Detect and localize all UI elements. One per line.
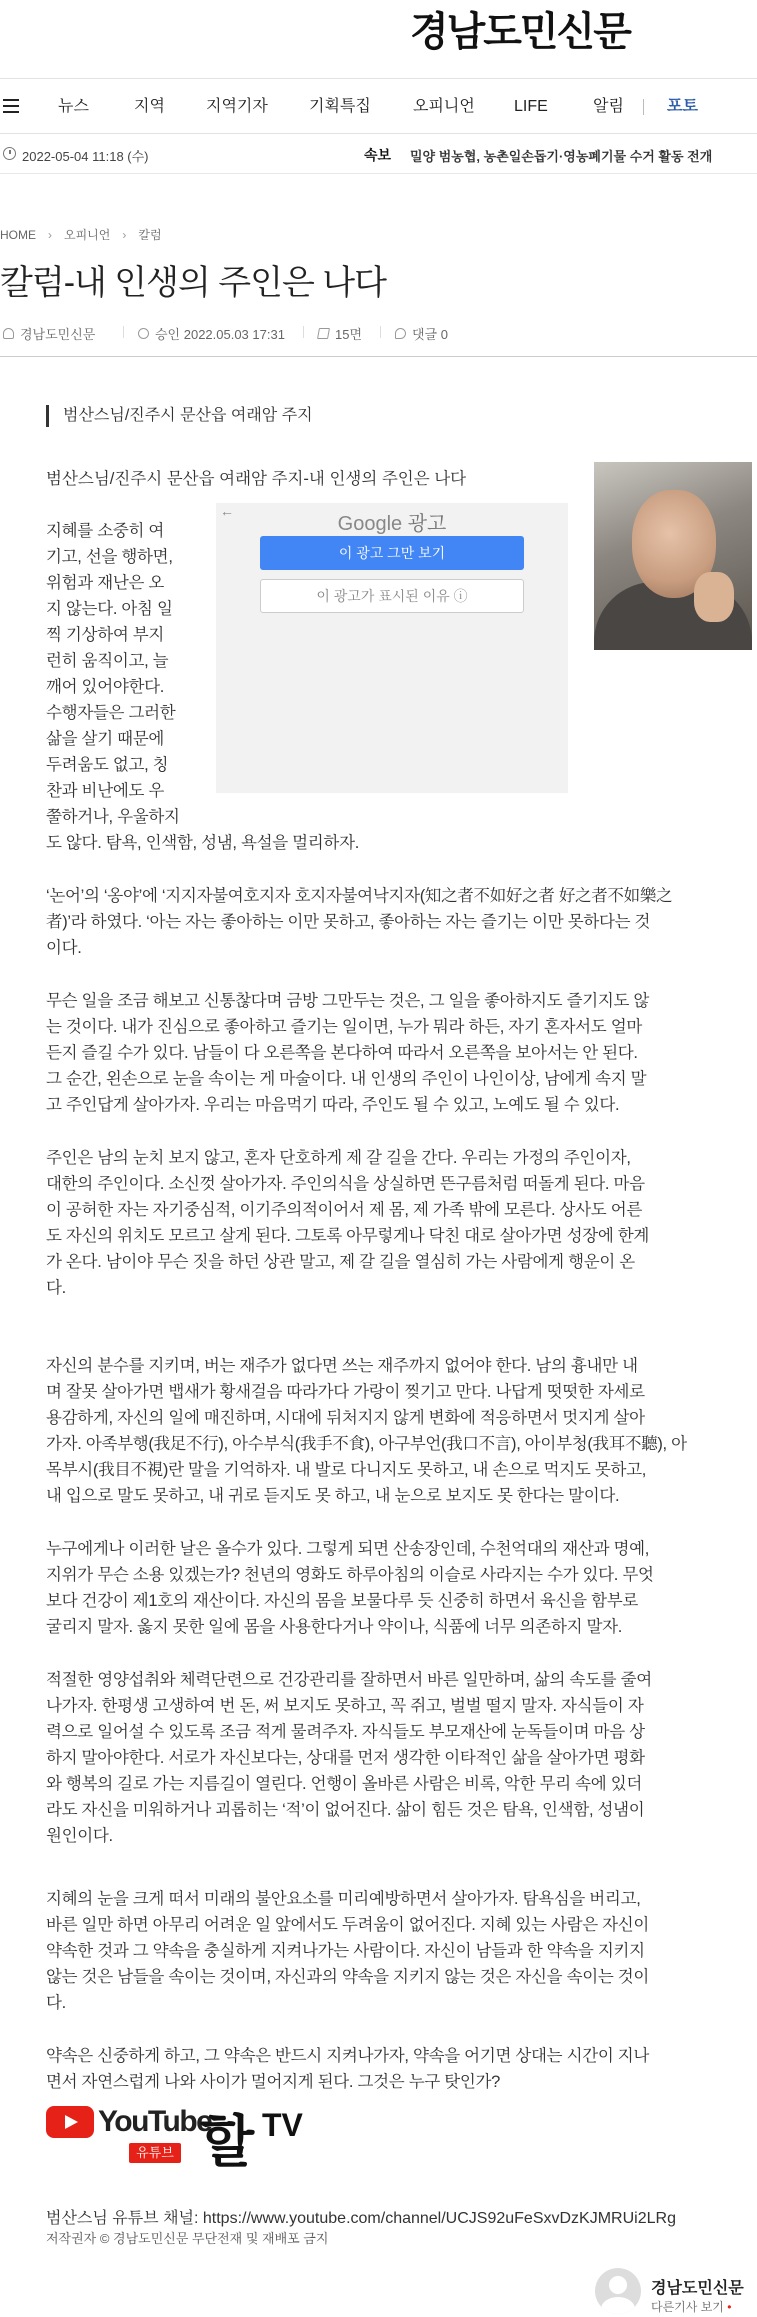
text-line: 찍 기상하여 부지 — [46, 626, 165, 644]
text-line: 지혜를 소중히 여 — [46, 522, 165, 540]
youtube-channel-link[interactable]: 범산스님 유튜브 채널: https://www.youtube.com/channel/UCJS92uFeSxvDzKJMRUi2LRg — [46, 2210, 676, 2227]
nav-item-opinion[interactable]: 오피니언 — [413, 98, 475, 115]
article-paragraph-3 — [46, 1145, 750, 1301]
text-line: 바른 일만 하면 아무리 어려운 일 앞에서도 두려움이 없어진다. 지혜 있는 사람은 자신이 — [46, 1916, 650, 1934]
text-line: 며 잘못 살아가면 뱁새가 황새걸음 따라가다 가랑이 찢기고 만다. 나답게 떳떳한 자세로 — [46, 1383, 645, 1401]
author-name: 경남도민신문 — [20, 327, 96, 342]
text-line: 다. — [46, 1279, 66, 1297]
text-line: 다. — [46, 1994, 66, 2012]
text-line: 면서 자연스럽게 나와 사이가 멀어지게 된다. 그것은 누구 탓인가? — [46, 2073, 501, 2091]
article-paragraph-2 — [46, 988, 750, 1118]
text-line: 는 것이다. 내가 진심으로 좋아하고 즐기는 일이면, 누가 뭐라 하든, 자기 혼자서도 얼마 — [46, 1018, 642, 1036]
text-line: 력으로 일어설 수 있도록 조금 적게 물려주자. 자식들도 부모재산에 눈독들이며 마음 상 — [46, 1723, 645, 1741]
menu-icon[interactable] — [3, 99, 19, 113]
youtube-play-icon — [46, 2106, 94, 2138]
comment-count[interactable]: 댓글 0 — [412, 327, 448, 342]
text-line: 용감하게, 자신의 일에 매진하며, 시대에 뒤처지지 않게 변화에 적응하면서 멋지게 살아 — [46, 1409, 645, 1427]
nav-item-photo[interactable]: 포토 — [667, 98, 698, 115]
text-line: 목부시(我目不視)란 말을 기억하자. 내 발로 다니지도 못하고, 내 손으로 먹지도 못하고, — [46, 1461, 647, 1479]
text-line: 보다 건강이 제1호의 재산이다. 자신의 몸을 보물다루 듯 신중히 하면서 육신을 함부로 — [46, 1592, 639, 1610]
text-line: 도 않다. 탐욕, 인색함, 성냄, 욕설을 멀리하자. — [46, 834, 359, 852]
text-line: 런히 움직이고, 늘 — [46, 652, 169, 670]
meta-divider — [123, 326, 124, 338]
ad-label: 광고 — [407, 513, 447, 535]
text-line: 적절한 영양섭취와 체력단련으로 건강관리를 잘하면서 바른 일만하며, 삶의 속도를 줄여 — [46, 1671, 652, 1689]
text-line: 수행자들은 그러한 — [46, 704, 176, 722]
meta-views — [318, 324, 362, 343]
ad-header — [216, 507, 568, 536]
person-icon — [3, 328, 14, 339]
article-paragraph-4 — [46, 1353, 750, 1509]
breaking-headline[interactable]: 밀양 범농협, 농촌일손돕기·영농폐기물 수거 활동 전개 — [410, 149, 713, 164]
reporter-name[interactable]: 경남도민신문 — [651, 2280, 744, 2297]
nav-divider — [643, 99, 644, 115]
article-paragraph-5 — [46, 1536, 750, 1640]
text-line: 지 않는다. 아침 일 — [46, 600, 173, 618]
article-lead: 범산스님/진주시 문산읍 여래암 주지-내 인생의 주인은 나다 — [46, 470, 467, 488]
article-paragraph-6 — [46, 1667, 750, 1849]
article-paragraph-7 — [46, 1886, 750, 2016]
article-paragraph-1 — [46, 883, 750, 961]
meta-author — [3, 324, 95, 343]
text-line: 者)’라 하였다. ‘아는 자는 좋아하는 이만 못하고, 좋아하는 자는 즐기는 이만 못하다는 것 — [46, 913, 651, 931]
nav-item-notice[interactable]: 알림 — [593, 98, 624, 115]
text-line: 가 온다. 남이야 무슨 짓을 하던 상관 말고, 제 갈 길을 열심히 가는 사람에게 행운이 온 — [46, 1253, 635, 1271]
chevron-right-icon: › — [48, 227, 52, 242]
text-line: 고 주인답게 살아가자. 우리는 마음먹기 따라, 주인도 될 수 있고, 노예도 될 수 있다. — [46, 1096, 620, 1114]
comment-icon — [395, 328, 406, 339]
meta-comments[interactable] — [395, 324, 448, 343]
text-line: 위험과 재난은 오 — [46, 574, 165, 592]
text-line: 두려움도 없고, 칭 — [46, 756, 169, 774]
dot-icon: • — [727, 2300, 732, 2314]
article-subtitle: 범산스님/진주시 문산읍 여래암 주지 — [46, 405, 313, 427]
breadcrumb — [0, 226, 162, 243]
article-paragraph-8 — [46, 2043, 750, 2095]
breadcrumb-column[interactable]: 칼럼 — [138, 228, 162, 242]
page-count: 15면 — [335, 327, 363, 342]
back-arrow-icon[interactable]: ← — [220, 503, 234, 519]
text-line: 와 행복의 길로 가는 지름길이 열린다. 언행이 올바른 사람은 비록, 악한 무리 속에 있더 — [46, 1775, 642, 1793]
chevron-right-icon: › — [122, 227, 127, 242]
text-line: 주인은 남의 눈치 보지 않고, 혼자 단호하게 제 갈 길을 간다. 우리는 가정의 주인이자, — [46, 1149, 631, 1167]
text-line: 무슨 일을 조금 해보고 신통찮다며 금방 그만두는 것은, 그 일을 좋아하지도 즐기지도 않 — [46, 992, 650, 1010]
text-line: 내 입으로 말도 못하고, 내 귀로 듣지도 못 하고, 내 눈으로 보지도 못 한다는 말이다. — [46, 1487, 620, 1505]
site-logo[interactable]: 경남도민신문 — [410, 8, 630, 55]
why-ad-button[interactable]: 이 광고가 표시된 이유 ⓘ — [260, 579, 524, 613]
text-line: 지혜의 눈을 크게 떠서 미래의 불안요소를 미리예방하면서 살아가자. 탐욕심을 버리고, — [46, 1890, 641, 1908]
hal-tv-suffix: TV — [262, 2107, 303, 2143]
meta-divider — [303, 326, 304, 338]
wrapped-text-column — [46, 518, 202, 830]
youtube-logo — [46, 2105, 211, 2139]
text-line: 약속한 것과 그 약속을 충실하게 지켜나가는 사람이다. 자신이 남들과 한 약속을 지키지 — [46, 1942, 645, 1960]
breadcrumb-opinion[interactable]: 오피니언 — [64, 228, 111, 242]
nav-item-special[interactable]: 기획특집 — [309, 98, 371, 115]
page-icon — [317, 328, 330, 339]
text-line: ‘논어’의 ‘옹야’에 ‘지지자불여호지자 호지자불여낙지자(知之者不如好之者 好之者不如樂之 — [46, 887, 673, 905]
breaking-label: 속보 — [364, 147, 392, 163]
text-line: 삶을 살기 때문에 — [46, 730, 165, 748]
google-ad — [216, 503, 568, 793]
hal-tv-logo: 할 — [200, 2109, 251, 2175]
text-line: 누구에게나 이러한 날은 올수가 있다. 그렇게 되면 산송장인데, 수천억대의 재산과 명예, — [46, 1540, 650, 1558]
text-line: 약속은 신중하게 하고, 그 약속은 반드시 지켜나가자, 약속을 어기면 상대는 시간이 지나 — [46, 2047, 650, 2065]
text-line: 굴리지 말자. 옳지 못한 일에 몸을 사용한다거나 약이나, 식품에 너무 의존하지 말자. — [46, 1618, 623, 1636]
text-line: 원인이다. — [46, 1827, 113, 1845]
text-line: 대한의 주인이다. 소신껏 살아가자. 주인의식을 상실하면 뜬구름처럼 떠돌게 된다. 마음 — [46, 1175, 645, 1193]
article-title: 칼럼-내 인생의 주인은 나다 — [0, 264, 386, 302]
clock-icon — [3, 147, 16, 160]
text-line: 든지 즐길 수가 있다. 남들이 다 오른쪽을 본다하여 따라서 오른쪽을 보아서는 안 된다. — [46, 1044, 638, 1062]
ticker-bar — [0, 134, 757, 174]
copyright-notice: 저작권자 © 경남도민신문 무단전재 및 재배포 금지 — [46, 2231, 329, 2246]
meta-approved — [138, 324, 285, 343]
clock-icon — [138, 328, 149, 339]
approved-date: 승인 2022.05.03 17:31 — [155, 327, 285, 342]
text-line: 그 순간, 왼손으로 눈을 속이는 게 마술이다. 내 인생의 주인이 나인이상, 남에게 속지 말 — [46, 1070, 647, 1088]
text-line: 하지 말아야한다. 서로가 자신보다는, 상대를 먼저 생각한 이타적인 삶을 살아가면 평화 — [46, 1749, 645, 1767]
text-line: 이 공허한 자는 자기중심적, 이기주의적이어서 제 몸, 제 가족 밖에 모른다. 상사도 어른 — [46, 1201, 642, 1219]
text-line: 지위가 무슨 소용 있겠는가? 천년의 영화도 하루아침의 이슬로 사라지는 수가 있다. 무엇 — [46, 1566, 654, 1584]
text-line: 자신의 분수를 지키며, 버는 재주가 없다면 쓰는 재주까지 없어야 한다. 남의 흉내만 내 — [46, 1357, 638, 1375]
text-line: 나가자. 한평생 고생하여 번 돈, 써 보지도 못하고, 꼭 쥐고, 벌벌 떨지 말자. 자식들이 자 — [46, 1697, 644, 1715]
more-articles-label[interactable]: 다른기사 보기 — [651, 2300, 724, 2314]
youtube-wordmark: YouTube — [98, 2105, 212, 2138]
text-line: 라도 자신을 미워하거나 괴롭히는 ‘적’이 없어진다. 삶이 힘든 것은 탐욕, 인색함, 성냄이 — [46, 1801, 645, 1819]
text-line: 않는 것은 남들을 속이는 것이며, 자신과의 약속을 지키지 않는 것은 자신을 속이는 것이 — [46, 1968, 650, 1986]
google-label: Google — [337, 513, 403, 535]
text-line: 찬과 비난에도 우 — [46, 782, 165, 800]
nav-item-life[interactable]: LIFE — [514, 98, 548, 115]
nav-item-local-reporter[interactable]: 지역기자 — [206, 98, 268, 115]
text-line: 깨어 있어야한다. — [46, 678, 165, 696]
divider — [0, 356, 757, 357]
nav-item-region[interactable]: 지역 — [134, 98, 165, 115]
breadcrumb-home[interactable]: HOME — [0, 227, 36, 242]
current-date: 2022-05-04 11:18 (수) — [22, 149, 149, 164]
nav-item-news[interactable]: 뉴스 — [58, 98, 89, 115]
meta-divider — [380, 326, 381, 338]
main-nav — [0, 78, 757, 134]
youtube-korean-badge: 유튜브 — [129, 2143, 181, 2163]
avatar[interactable] — [595, 2268, 641, 2314]
text-line: 쭐하거나, 우울하지 — [46, 808, 180, 826]
text-line: 도 자신의 위치도 모르고 살게 된다. 그토록 아무렇게나 닥친 대로 살아가면 성장에 한계 — [46, 1227, 650, 1245]
author-photo — [594, 462, 752, 650]
more-articles-link[interactable] — [651, 2298, 731, 2315]
text-line: 기고, 선을 행하면, — [46, 548, 173, 566]
text-line: 이다. — [46, 939, 82, 957]
text-line: 가자. 아족부행(我足不行), 아수부식(我手不食), 아구부언(我口不言), 아이부청(我耳不聽), 아 — [46, 1435, 687, 1453]
stop-ad-button[interactable]: 이 광고 그만 보기 — [260, 536, 524, 570]
